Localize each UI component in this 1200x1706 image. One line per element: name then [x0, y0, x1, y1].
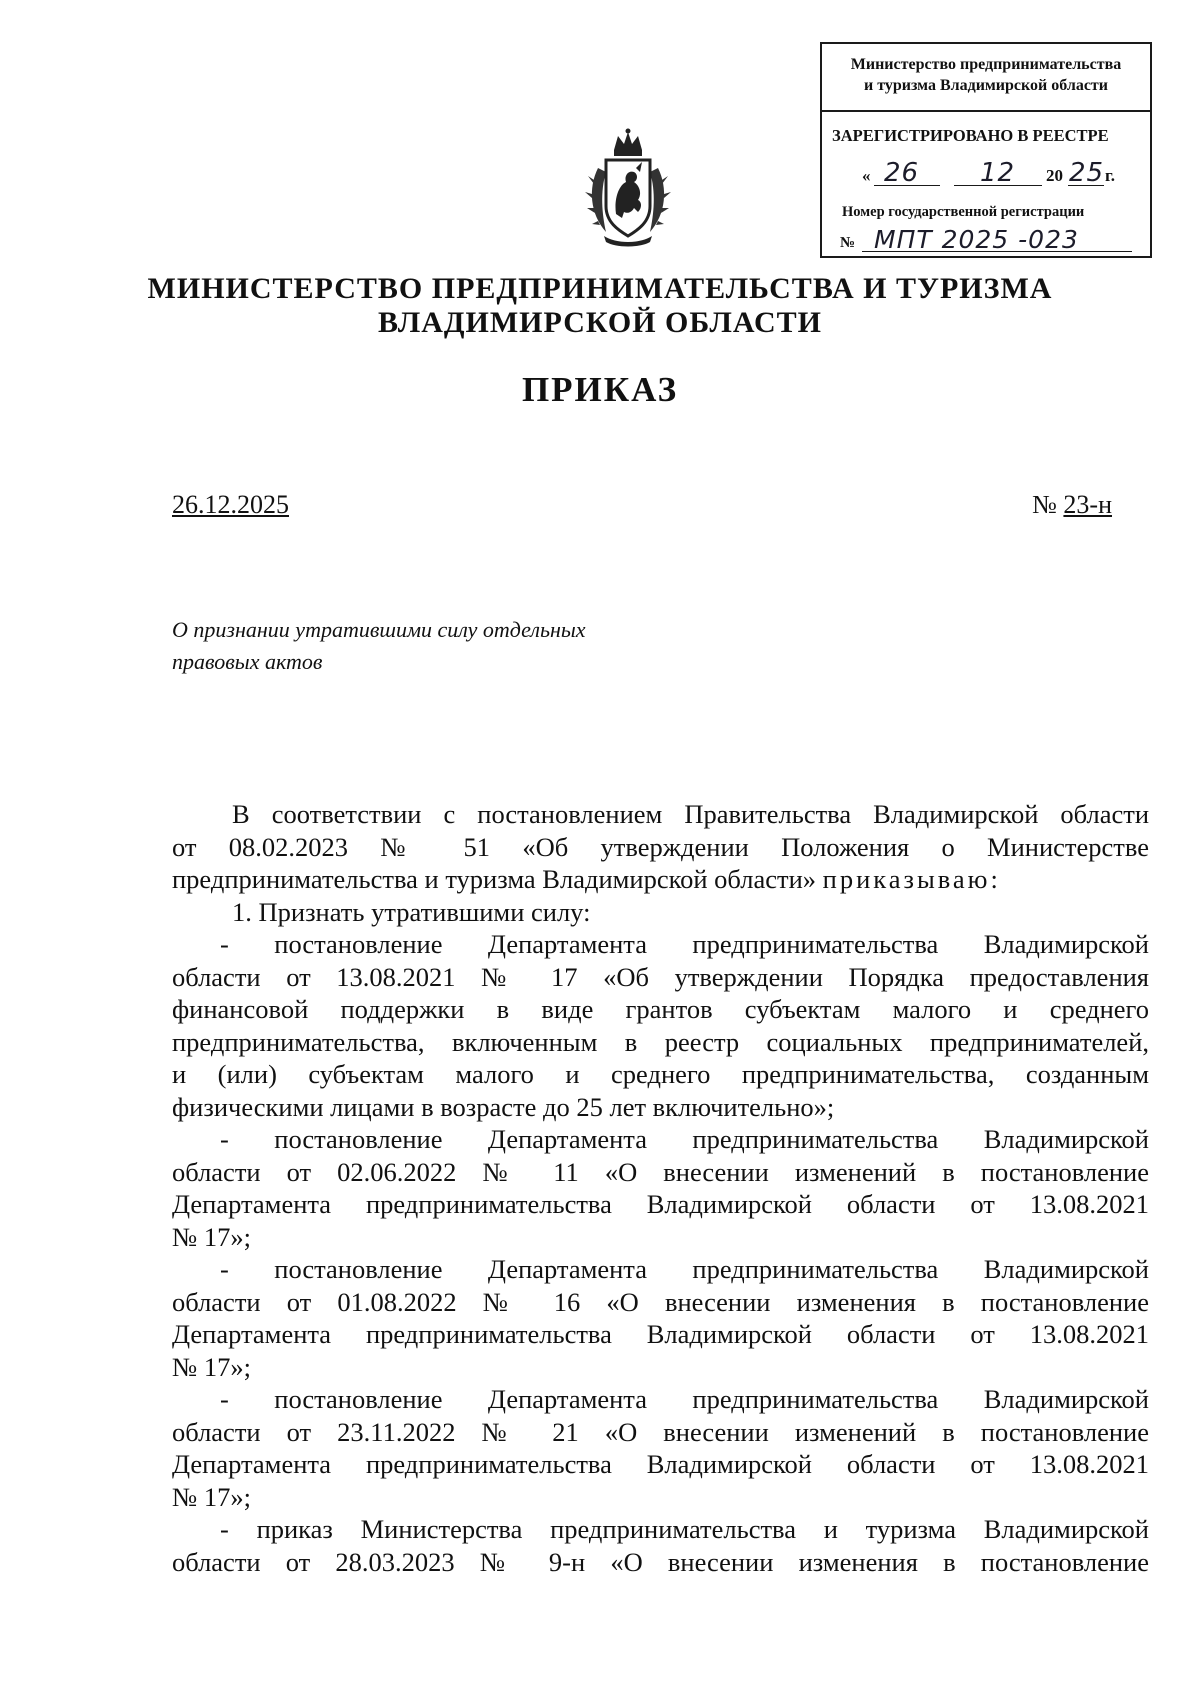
body-line: № 17»; [172, 1351, 252, 1382]
body-line: физическими лицами в возрасте до 25 лет включительно»; [172, 1091, 835, 1122]
stamp-date-year-mark: г. [1105, 166, 1116, 185]
body-line: от 08.02.2023 № 51 «Об утверждении Положения о Министерстве [172, 831, 1149, 862]
body-line: предпринимательства, включенным в реестр социальных предпринимателей, [172, 1026, 1149, 1057]
order-keyword: приказываю: [822, 864, 1001, 894]
coat-of-arms-icon [584, 128, 672, 248]
body-line: и (или) субъектам малого и среднего предпринимательства, созданным [172, 1059, 1149, 1089]
stamp-organization [822, 54, 1150, 96]
organization-title-line-1: МИНИСТЕРСТВО ПРЕДПРИНИМАТЕЛЬСТВА И ТУРИЗМА [147, 272, 1053, 305]
body-line [172, 863, 1149, 896]
clause-1: 1. Признать утратившими силу: [232, 896, 591, 927]
repealed-item-5 [172, 1513, 1149, 1578]
body-line: области от 13.08.2021 № 17 «Об утверждении Порядка предоставления [172, 961, 1149, 992]
stamp-date-year-prefix: 20 [1046, 166, 1063, 185]
stamp-regnum-label: Номер государственной регистрации [842, 204, 1085, 220]
document-type: ПРИКАЗ [521, 370, 679, 409]
stamp-regnum-value: МПТ 2025 -023 [874, 225, 1079, 254]
repealed-item-2 [172, 1123, 1149, 1253]
stamp-date-row [862, 156, 1122, 192]
body-line: - постановление Департамента предпринимательства Владимирской [220, 1124, 1149, 1154]
body-line: - постановление Департамента предпринимательства Владимирской [220, 929, 1149, 959]
body-line: - приказ Министерства предпринимательства и туризма Владимирской [220, 1514, 1149, 1544]
body-line: области от 01.08.2022 № 16 «О внесении изменения в постановление [172, 1286, 1149, 1317]
stamp-divider [822, 110, 1150, 112]
body-line: В соответствии с постановлением Правительства Владимирской области [232, 799, 1149, 829]
stamp-registered-label: ЗАРЕГИСТРИРОВАНО В РЕЕСТРЕ [832, 126, 1109, 145]
body-line: Департамента предпринимательства Владимирской области от 13.08.2021 [172, 1319, 1149, 1349]
repealed-item-3 [172, 1253, 1149, 1383]
body-line: области от 02.06.2022 № 11 «О внесении изменений в постановление [172, 1156, 1149, 1187]
stamp-regnum-row [840, 226, 1140, 256]
stamp-org-line-2: и туризма Владимирской области [863, 77, 1109, 94]
body-text: предпринимательства и туризма Владимирской области» [172, 864, 817, 894]
body-line: области от 23.11.2022 № 21 «О внесении изменений в постановление [172, 1416, 1149, 1447]
organization-title [0, 272, 1200, 340]
subject-line-1: О признании утратившими силу отдельных [172, 617, 586, 642]
document-number-value: 23-н [1063, 490, 1112, 519]
body-line: области от 28.03.2023 № 9-н «О внесении изменения в постановление [172, 1546, 1149, 1577]
body-line: - постановление Департамента предпринимательства Владимирской [220, 1254, 1149, 1284]
subject-line-2: правовых актов [172, 649, 323, 674]
registration-stamp [820, 42, 1152, 258]
body-line: № 17»; [172, 1221, 252, 1252]
body-line: финансовой поддержки в виде грантов субъектам малого и среднего [172, 994, 1149, 1024]
repealed-item-1 [172, 928, 1149, 1123]
body-line: № 17»; [172, 1481, 252, 1512]
body-line: - постановление Департамента предпринимательства Владимирской [220, 1384, 1149, 1414]
repealed-item-4 [172, 1383, 1149, 1513]
stamp-date-month: 12 [980, 158, 1016, 188]
body-line: Департамента предпринимательства Владимирской области от 13.08.2021 [172, 1189, 1149, 1219]
stamp-date-day: 26 [884, 158, 920, 188]
document-subject [172, 614, 692, 678]
organization-title-line-2: ВЛАДИМИРСКОЙ ОБЛАСТИ [378, 306, 822, 339]
stamp-regnum-prefix: № [840, 235, 856, 251]
document-number-prefix: № [1032, 490, 1064, 519]
document-body [172, 798, 1149, 1578]
stamp-date-year-suffix: 25 [1069, 158, 1105, 188]
preamble-paragraph [172, 798, 1149, 896]
body-line: Департамента предпринимательства Владимирской области от 13.08.2021 [172, 1449, 1149, 1479]
document-number [1032, 490, 1112, 520]
document-date: 26.12.2025 [172, 490, 289, 519]
stamp-org-line-1: Министерство предпринимательства [850, 56, 1122, 73]
stamp-date-quote: « [862, 166, 871, 185]
